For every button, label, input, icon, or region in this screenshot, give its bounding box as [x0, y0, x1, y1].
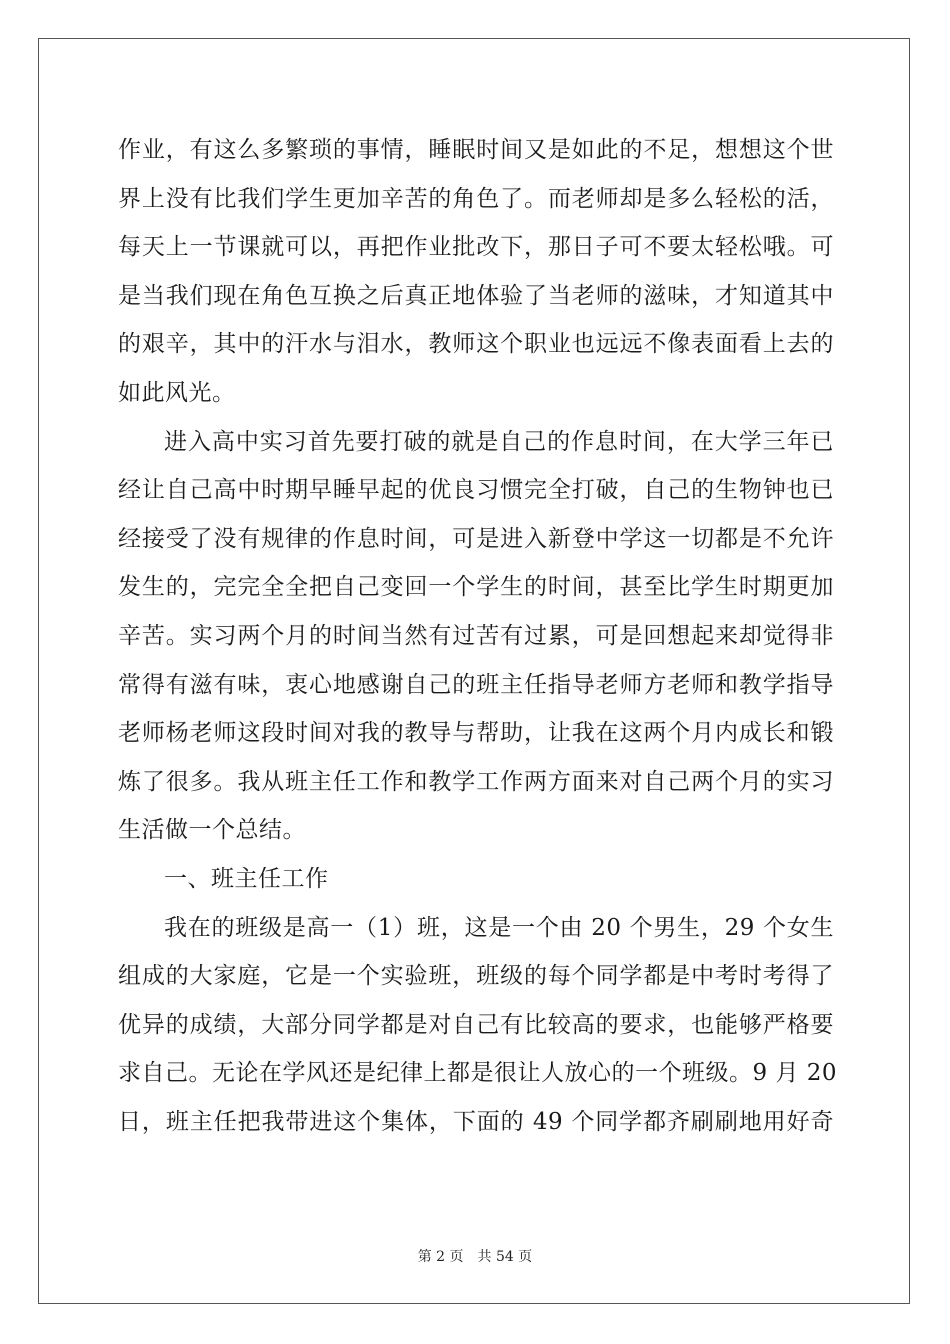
text-line: 每天上一节课就可以，再把作业批改下，那日子可不要太轻松哦。可 [118, 234, 834, 261]
text-line: 发生的，完完全全把自己变回一个学生的时间，甚至比学生时期更加 [118, 574, 834, 601]
text-line: 求自己。无论在学风还是纪律上都是很让人放心的一个班级。9 月 20 [118, 1060, 838, 1087]
text-line: 界上没有比我们学生更加辛苦的角色了。而老师却是多么轻松的活， [118, 185, 834, 212]
text-line: 如此风光。 [118, 379, 236, 406]
text-line: 炼了很多。我从班主任工作和教学工作两方面来对自己两个月的实习 [118, 768, 834, 795]
text-line: 的艰辛，其中的汗水与泪水，教师这个职业也远远不像表面看上去的 [118, 331, 834, 358]
document-body [118, 126, 838, 1146]
page-number-footer: 第 2 页 共 54 页 [417, 1249, 533, 1265]
text-line: 组成的大家庭，它是一个实验班，班级的每个同学都是中考时考得了 [118, 963, 834, 990]
text-line: 日，班主任把我带进这个集体，下面的 49 个同学都齐刷刷地用好奇 [118, 1108, 834, 1135]
text-line: 是当我们现在角色互换之后真正地体验了当老师的滋味，才知道其中 [118, 282, 834, 309]
text-line: 经接受了没有规律的作息时间，可是进入新登中学这一切都是不允许 [118, 525, 834, 552]
text-line: 作业，有这么多繁琐的事情，睡眠时间又是如此的不足，想想这个世 [118, 137, 834, 163]
text-line: 一、班主任工作 [164, 865, 329, 892]
text-line: 生活做一个总结。 [118, 817, 306, 844]
text-line: 进入高中实习首先要打破的就是自己的作息时间，在大学三年已 [164, 428, 834, 455]
text-line: 老师杨老师这段时间对我的教导与帮助，让我在这两个月内成长和锻 [118, 720, 834, 747]
text-line: 常得有滋有味，衷心地感谢自己的班主任指导老师方老师和教学指导 [118, 671, 834, 698]
text-line: 我在的班级是高一（1）班，这是一个由 20 个男生，29 个女生 [164, 914, 834, 941]
text-line: 经让自己高中时期早睡早起的优良习惯完全打破，自己的生物钟也已 [118, 477, 834, 504]
text-line: 优异的成绩，大部分同学都是对自己有比较高的要求，也能够严格要 [118, 1011, 834, 1038]
text-line: 辛苦。实习两个月的时间当然有过苦有过累，可是回想起来却觉得非 [118, 622, 834, 649]
